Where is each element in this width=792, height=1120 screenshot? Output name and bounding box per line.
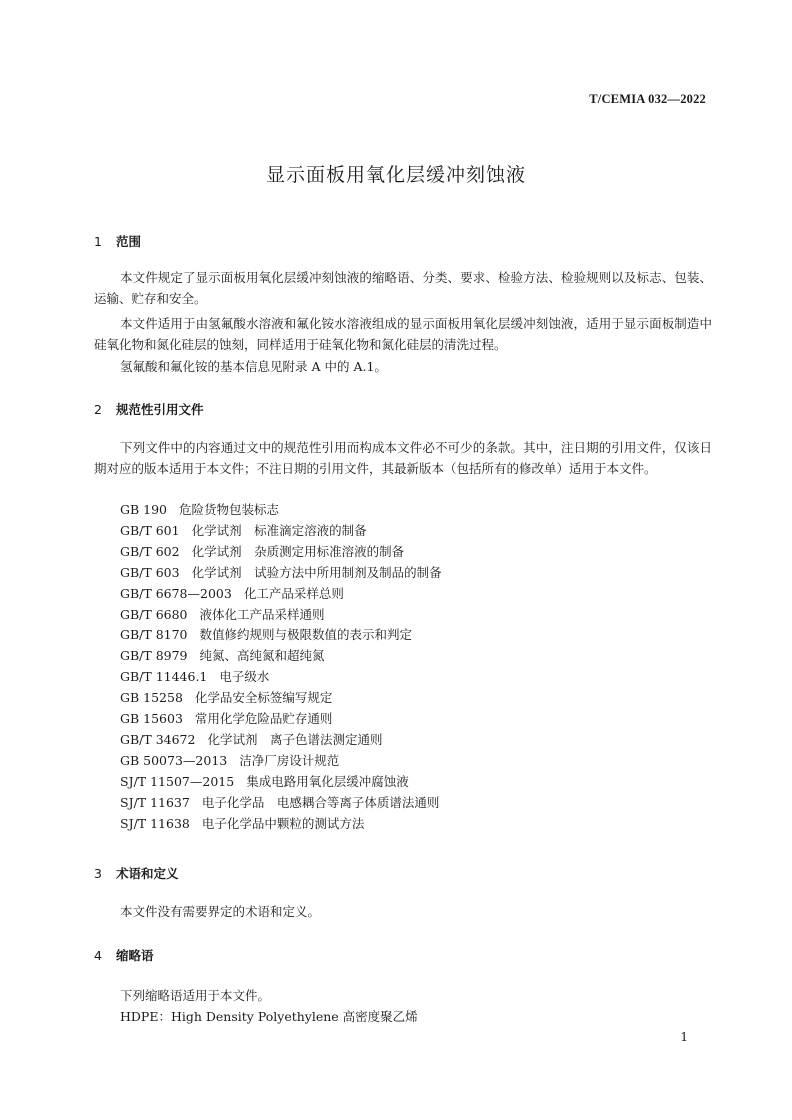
list-item bbox=[120, 730, 442, 751]
scope-paragraph-3: 氢氟酸和氟化铵的基本信息见附录 A 中的 A.1。 bbox=[120, 359, 387, 374]
list-item bbox=[120, 709, 442, 730]
ref-title: 化工产品采样总则 bbox=[243, 585, 344, 601]
list-item bbox=[120, 625, 442, 646]
ref-code: GB 15258 bbox=[120, 690, 183, 706]
ref-code: GB/T 6678—2003 bbox=[120, 585, 232, 601]
ref-title: 电子化学品中颗粒的测试方法 bbox=[201, 815, 365, 831]
section-number: 2 bbox=[94, 402, 102, 417]
terms-paragraph: 本文件没有需要界定的术语和定义。 bbox=[120, 904, 321, 919]
scope-paragraph-2: 本文件适用于由氢氟酸水溶液和氟化铵水溶液组成的显示面板用氧化层缓冲刻蚀液，适用于显示面板制造中硅氧化物和氮化硅层的蚀刻，同样适用于硅氧化物和氮化硅层的清洗过程。 bbox=[94, 316, 712, 352]
list-item bbox=[120, 521, 442, 542]
ref-code: GB/T 34672 bbox=[120, 731, 196, 747]
ref-title: 化学试剂 离子色谱法测定通则 bbox=[207, 731, 383, 747]
ref-code: GB/T 603 bbox=[120, 564, 180, 580]
ref-title: 集成电路用氧化层缓冲腐蚀液 bbox=[246, 773, 409, 789]
abbreviations-intro: 下列缩略语适用于本文件。 bbox=[120, 988, 271, 1003]
section-title: 规范性引用文件 bbox=[116, 402, 204, 417]
ref-title: 危险货物包装标志 bbox=[179, 502, 280, 517]
section-number: 1 bbox=[94, 234, 102, 249]
section-heading-scope bbox=[94, 232, 141, 250]
list-item bbox=[120, 751, 442, 772]
ref-code: GB/T 6680 bbox=[120, 606, 188, 622]
list-item bbox=[120, 688, 442, 709]
section-title: 缩略语 bbox=[116, 948, 154, 963]
normative-refs-intro: 下列文件中的内容通过文中的规范性引用而构成本文件必不可少的条款。其中，注日期的引用文件，仅该日期对应的版本适用于本文件；不注日期的引用文件，其最新版本（包括所有的修改单）适用于本文件。 bbox=[94, 440, 712, 476]
ref-title: 常用化学危险品贮存通则 bbox=[194, 711, 333, 727]
ref-title: 数值修约规则与极限数值的表示和判定 bbox=[199, 627, 413, 643]
ref-title: 化学试剂 标准滴定溶液的制备 bbox=[191, 522, 367, 538]
scope-paragraph-1: 本文件规定了显示面板用氧化层缓冲刻蚀液的缩略语、分类、要求、检验方法、检验规则以及标志、包装、运输、贮存和安全。 bbox=[94, 270, 712, 306]
ref-title: 液体化工产品采样通则 bbox=[199, 606, 325, 622]
list-item bbox=[120, 584, 442, 605]
list-item bbox=[120, 667, 442, 688]
ref-code: GB/T 601 bbox=[120, 522, 180, 538]
ref-title: 电子级水 bbox=[219, 669, 270, 685]
section-number: 4 bbox=[94, 948, 102, 963]
ref-code: GB 50073—2013 bbox=[120, 752, 228, 768]
list-item bbox=[120, 793, 442, 814]
list-item bbox=[120, 646, 442, 667]
list-item bbox=[120, 563, 442, 584]
ref-code: GB/T 8170 bbox=[120, 627, 188, 643]
ref-title: 化学品安全标签编写规定 bbox=[194, 690, 333, 706]
ref-title: 电子化学品 电感耦合等离子体质谱法通则 bbox=[201, 794, 440, 810]
document-title: 显示面板用氧化层缓冲刻蚀液 bbox=[265, 164, 526, 186]
ref-code: GB 190 bbox=[120, 502, 168, 517]
section-number: 3 bbox=[94, 866, 102, 881]
list-item bbox=[120, 814, 442, 835]
ref-code: GB/T 602 bbox=[120, 543, 180, 559]
ref-code: GB 15603 bbox=[120, 711, 183, 727]
list-item bbox=[120, 605, 442, 626]
ref-title: 化学试剂 试验方法中所用制剂及制品的制备 bbox=[191, 564, 442, 580]
list-item bbox=[120, 542, 442, 563]
abbreviation-item: HDPE：High Density Polyethylene 高密度聚乙烯 bbox=[120, 1009, 418, 1024]
reference-list bbox=[120, 500, 442, 835]
section-heading-terms bbox=[94, 864, 179, 882]
ref-code: SJ/T 11507—2015 bbox=[120, 773, 235, 789]
section-title: 术语和定义 bbox=[116, 866, 179, 881]
standard-code: T/CEMIA 032—2022 bbox=[589, 92, 706, 106]
list-item bbox=[120, 500, 442, 521]
ref-code: GB/T 8979 bbox=[120, 648, 188, 664]
ref-code: GB/T 11446.1 bbox=[120, 669, 208, 685]
ref-title: 纯氮、高纯氮和超纯氮 bbox=[199, 648, 325, 664]
list-item bbox=[120, 772, 442, 793]
page-number: 1 bbox=[680, 1030, 688, 1044]
ref-code: SJ/T 11637 bbox=[120, 794, 190, 810]
ref-title: 洁净厂房设计规范 bbox=[239, 752, 340, 768]
section-title: 范围 bbox=[116, 234, 142, 249]
section-heading-normative-refs bbox=[94, 400, 204, 418]
ref-code: SJ/T 11638 bbox=[120, 815, 190, 831]
section-heading-abbreviations bbox=[94, 946, 154, 964]
ref-title: 化学试剂 杂质测定用标准溶液的制备 bbox=[191, 543, 405, 559]
